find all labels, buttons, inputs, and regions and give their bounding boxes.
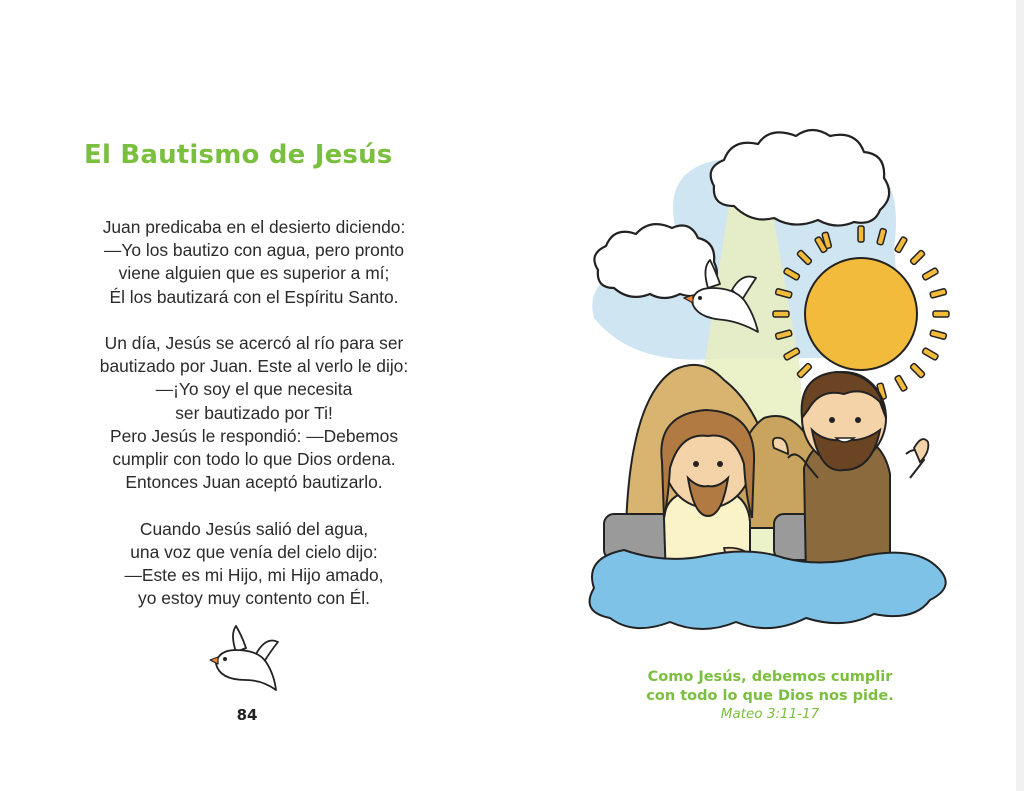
text-line: ser bautizado por Ti! bbox=[175, 402, 333, 423]
story-text bbox=[74, 216, 434, 610]
paragraph-2 bbox=[74, 332, 434, 494]
page-edge bbox=[1016, 0, 1024, 791]
paragraph-1 bbox=[74, 216, 434, 309]
paragraph-3 bbox=[74, 518, 434, 611]
bible-reference: Mateo 3:11-17 bbox=[720, 706, 820, 722]
verse-caption bbox=[600, 668, 940, 723]
text-line: —Yo los bautizo con agua, pero pronto bbox=[103, 240, 405, 261]
text-line: Cuando Jesús salió del agua, bbox=[139, 518, 369, 539]
caption-line: con todo lo que Dios nos pide. bbox=[646, 688, 894, 704]
page-title: El Bautismo de Jesús bbox=[84, 140, 393, 170]
text-line: Él los bautizará con el Espíritu Santo. bbox=[109, 286, 399, 307]
text-line: yo estoy muy contento con Él. bbox=[138, 588, 370, 609]
text-line: Un día, Jesús se acercó al río para ser bbox=[104, 333, 404, 353]
caption-line: Como Jesús, debemos cumplir bbox=[647, 669, 893, 685]
text-line: Entonces Juan aceptó bautizarlo. bbox=[125, 472, 383, 493]
text-line: bautizado por Juan. Este al verlo le dijo: bbox=[99, 356, 409, 377]
page-number: 84 bbox=[236, 706, 258, 724]
river-water bbox=[590, 550, 946, 629]
text-line: —Este es mi Hijo, mi Hijo amado, bbox=[124, 565, 384, 586]
text-line: —¡Yo soy el que necesita bbox=[155, 379, 353, 400]
text-line: Pero Jesús le respondió: —Debemos bbox=[109, 425, 399, 446]
dove-icon bbox=[206, 622, 286, 698]
text-line: una voz que venía del cielo dijo: bbox=[130, 541, 378, 562]
baptism-illustration bbox=[574, 118, 960, 648]
text-line: cumplir con todo lo que Dios ordena. bbox=[112, 449, 396, 470]
text-line: viene alguien que es superior a mí; bbox=[118, 263, 390, 284]
text-line: Juan predicaba en el desierto diciendo: bbox=[102, 217, 406, 237]
